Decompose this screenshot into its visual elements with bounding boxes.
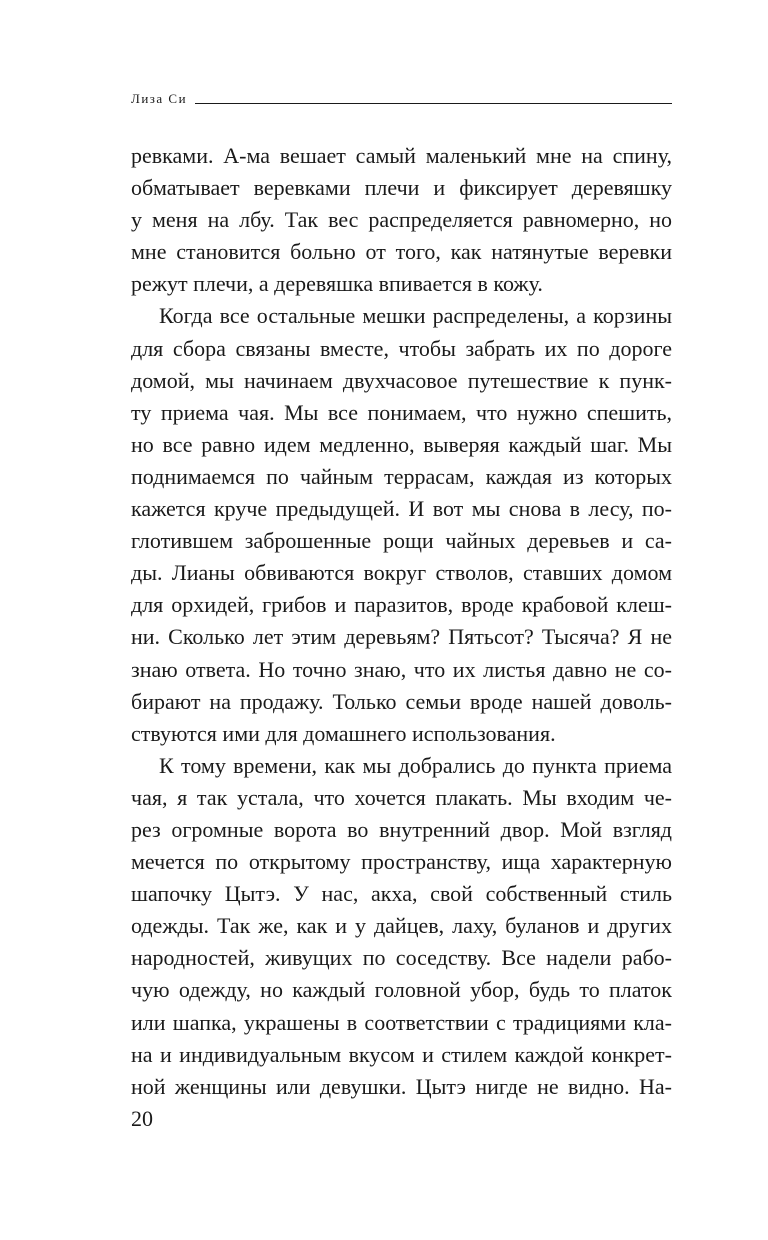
text-line: бирают на продажу. Только семьи вроде нашей доволь- <box>131 688 672 714</box>
text-line: поднимаемся по чайным террасам, каждая из которых <box>131 463 672 489</box>
text-line: глотившем заброшенные рощи чайных деревьев и са- <box>131 528 672 554</box>
text-line: К тому времени, как мы добрались до пункта приема <box>159 752 672 778</box>
text-line: на и индивидуальным вкусом и стилем каждой конкрет- <box>131 1041 672 1067</box>
text-line: рез огромные ворота во внутренний двор. Мой взгляд <box>131 816 672 842</box>
text-line: мне становится больно от того, как натянутые веревки <box>131 239 672 265</box>
text-line: знаю ответа. Но точно знаю, что их листья давно не со- <box>131 656 672 682</box>
text-line: ной женщины или девушки. Цытэ нигде не видно. На- <box>131 1073 672 1099</box>
text-line: но все равно идем медленно, выверяя каждый шаг. Мы <box>131 431 672 457</box>
text-line: режут плечи, а деревяшка впивается в кожу. <box>131 271 543 297</box>
text-line: шапочку Цытэ. У нас, акха, свой собственный стиль <box>131 881 672 907</box>
text-line: чая, я так устала, что хочется плакать. Мы входим че- <box>131 784 672 810</box>
text-line: ствуются ими для домашнего использования. <box>131 720 556 746</box>
text-line: Когда все остальные мешки распределены, а корзины <box>159 303 672 329</box>
text-line: кажется круче предыдущей. И вот мы снова в лесу, по- <box>131 496 672 522</box>
text-line: мечется по открытому пространству, ища характерную <box>131 849 672 875</box>
text-line: обматывает веревками плечи и фиксирует деревяшку <box>131 175 672 201</box>
text-line: народностей, живущих по соседству. Все надели рабо- <box>131 945 672 971</box>
running-head <box>131 91 672 107</box>
author-name: Лиза Си <box>131 91 188 106</box>
text-line: одежды. Так же, как и у дайцев, лаху, буланов и других <box>131 913 672 939</box>
text-line: ревками. А-ма вешает самый маленький мне на спину, <box>131 143 672 168</box>
body-text <box>131 140 672 1103</box>
text-line: или шапка, украшены в соответствии с традициями кла- <box>131 1009 672 1035</box>
page-number: 20 <box>131 1106 153 1131</box>
text-line: ды. Лианы обвиваются вокруг стволов, ставших домом <box>131 560 672 586</box>
header-rule <box>195 103 672 104</box>
text-line: чую одежду, но каждый головной убор, будь то платок <box>131 977 672 1003</box>
text-line: для орхидей, грибов и паразитов, вроде крабовой клеш- <box>131 592 672 618</box>
text-line: у меня на лбу. Так вес распределяется равномерно, но <box>131 207 672 233</box>
text-line: для сбора связаны вместе, чтобы забрать их по дороге <box>131 335 672 361</box>
text-line: ни. Сколько лет этим деревьям? Пятьсот? Тысяча? Я не <box>131 624 672 650</box>
text-line: домой, мы начинаем двухчасовое путешествие к пунк- <box>131 367 672 393</box>
text-line: ту приема чая. Мы все понимаем, что нужно спешить, <box>131 399 672 425</box>
